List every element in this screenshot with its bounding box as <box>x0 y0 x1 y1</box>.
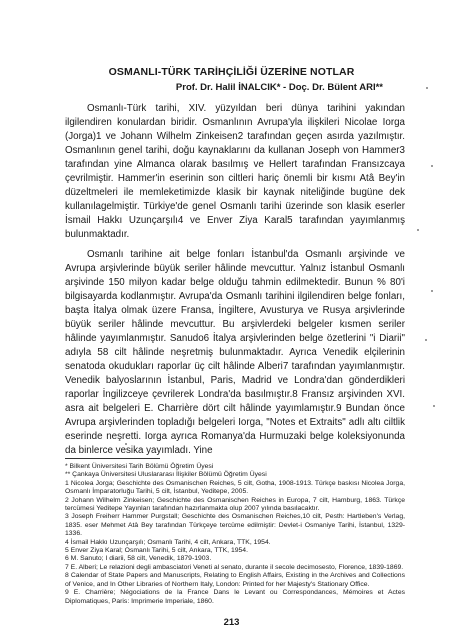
scan-speck <box>425 339 427 341</box>
footnote-5: 5 Enver Ziya Karal; Osmanlı Tarihi, 5 cilt, Ankara, TTK, 1954. <box>65 547 248 555</box>
footnote-1: 1 Nicolea Jorga; Geschichte des Osmanischen Reiches, 5 cilt, Gotha, 1908-1913. Türkçe baskısı Nicolea Jorga, Osmanlı İmparatorluğu Tarihi, 5 cilt, İstanbul, Yeditepe, 2005. <box>65 479 405 496</box>
footnote-4: 4 İsmail Hakkı Uzunçarşılı; Osmanlı Tarihi, 4 cilt, Ankara, TTK, 1954. <box>65 538 271 546</box>
scan-speck <box>431 165 433 167</box>
article-body <box>65 102 405 458</box>
scan-speck <box>433 405 435 407</box>
article-authors: Prof. Dr. Halil İNALCIK* - Doç. Dr. Bülent ARI** <box>175 82 383 93</box>
footnotes <box>65 463 405 606</box>
footnote-7: 7 E. Alberi; Le relazioni degli ambasciatori Veneti al senato, durante il secole decimosesto, Florence, 1839-1869. <box>65 563 404 571</box>
footnote-affiliation-1: * Bilkent Üniversitesi Tarih Bölümü Öğretim Üyesi <box>65 463 214 470</box>
footnote-8: 8 Calendar of State Papers and Manuscripts, Relating to English Affairs, Existing in the Archives and Collections of Venice, and In Other Libraries of Northern Italy, London: Printed for her Majesty's Stationary Office. <box>65 572 405 588</box>
body-paragraph-2: Osmanlı tarihine ait belge fonları İstanbul'da Osmanlı arşivinde ve Avrupa arşivlerinde büyük seriler hâlinde mevcuttur. Yalnız İstanbul Osmanlı arşivinde 150 milyon kadar belge olduğu tahmin edilmektedir. Bunun % 80'i bilgisayarda kodlanmıştır. Avrupa'da Osmanlı tarihini ilgilendiren belge fonları, başta İtalya olmak üzere Fransa, İngiltere, Avusturya ve Rusya arşivlerinde büyük seriler hâlinde mevcuttur. Bu arşivlerdeki belgeler kısmen seriler hâlinde yayımlanmıştır. Sanudo6 İtalya arşivlerinden belge özetlerini "i Diarii" adıyla 58 cilt hâlinde neşretmiş bulunmaktadır. Ayrıca Venedik elçilerinin senatoda okudukları raporlar üç cilt hâlinde Alberi7 tarafından yayımlanmıştır. Venedik balyoslarının İstanbul, Paris, Madrid ve Londra'dan gönderdikleri raporlar İngilizceye çevrilerek Londra'da basılmıştır.8 Fransız arşivinden XVI. asra ait belgeleri E. Charrière dört cilt hâlinde yayımlamıştır.9 Bundan önce Avrupa arşivlerinden topladığı belgeleri Iorga, "Notes et Extraits" adlı altı ciltlik eserinde neşretti. Iorga ayrıca Romanya'da Hurmuzaki belge koleksiyonunda da binlerce vesika yayımladı. Yine <box>65 249 405 456</box>
footnote-6: 6 M. Sanuto; I diarii, 58 cilt, Venedik, 1879-1903. <box>65 555 212 563</box>
scan-speck <box>426 87 428 89</box>
scan-speck <box>417 229 419 231</box>
body-paragraph-1: Osmanlı-Türk tarihi, XIV. yüzyıldan beri dünya tarihini yakından ilgilendiren konulardan biridir. Osmanlının Avrupa'yla ilişkileri Nicolae Iorga (Jorga)1 ve Johann Wilhelm Zinkeisen2 tarafından geçen asırda yazılmıştır. Osmanlının genel tarihi, doğu kaynaklarını da kullanan Joseph von Hammer3 tarafından yine Almanca olarak basılmış ve Hellert tarafından Fransızcaya çevrilmiştir. Hammer'in eserinin son ciltleri hariç önemli bir kısmı Atâ Bey'in düzeltmeleri ile memleketimizde klasik bir kaynak niteliğinde bugüne dek kullanılagelmiştir. Türkiye'de genel Osmanlı tarihi üzerinde son klasik eserler İsmail Hakkı Uzunçarşılı4 ve Enver Ziya Karal5 tarafından yayımlanmış bulunmaktadır. <box>65 103 405 240</box>
footnote-divider <box>65 458 160 459</box>
footnote-3: 3 Joseph Freiherr Hammer Purgstall; Geschichte des Osmanischen Reiches,10 cilt, Pesth: Hartleben's Verlag, 1835. eser Mehmet Atâ Bey tarafından Türkçeye tercüme edilmiştir: Devlet-i Osmaniye Tarihi, İstanbul, 1329-1336. <box>65 513 405 538</box>
scan-speck <box>431 290 433 292</box>
footnote-9: 9 E. Charrière; Négociations de la France Dans le Levant ou Correspondances, Mémoires et Actes Diplomatiques, Paris: Imprimerie Imperiale, 1860. <box>65 589 405 605</box>
article-title: OSMANLI-TÜRK TARİHÇİLİĞİ ÜZERİNE NOTLAR <box>108 66 355 78</box>
footnote-affiliation-2: ** Çankaya Üniversitesi Uluslararası İlişkiler Bölümü Öğretim Üyesi <box>65 471 267 479</box>
page-number: 213 <box>223 617 240 628</box>
footnote-2: 2 Johann Wilhelm Zinkeisen; Geschichte des Osmanischen Reiches in Europa, 7 cilt, Hamburg, 1863. Türkçe tercümesi Yeditepe Yayınları tarafından hazırlanmakta olup 2007 yılında basılacaktır. <box>65 496 405 513</box>
